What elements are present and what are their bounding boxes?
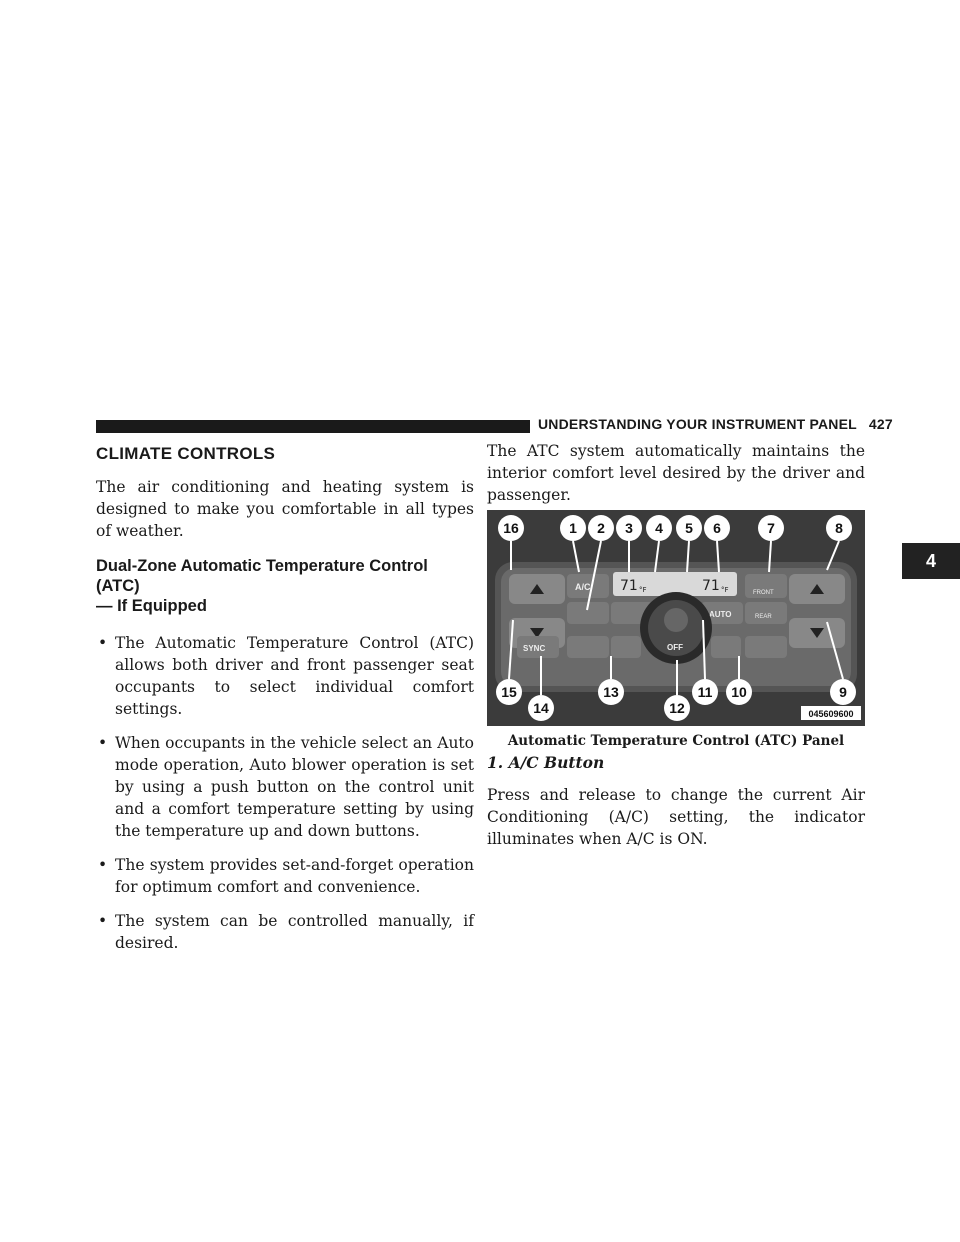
auto-button-label: AUTO: [709, 610, 732, 619]
item-heading: 1. A/C Button: [487, 753, 605, 772]
subsection-title: [96, 556, 474, 616]
header-rule: [96, 420, 530, 433]
item-description: Press and release to change the current Air Conditioning (A/C) setting, the indicator illuminates when A/C is ON.: [487, 786, 865, 848]
feature-list: [96, 632, 474, 954]
svg-text:6: 6: [713, 520, 721, 536]
right-temp-unit: °F: [721, 586, 729, 594]
list-item: • The system provides set-and-forget operation for optimum comfort and convenience.: [96, 854, 474, 898]
off-button-label: OFF: [667, 643, 683, 652]
left-column: [96, 440, 474, 966]
right-column: [487, 440, 865, 850]
image-code: 045609600: [808, 709, 854, 719]
subsection-title-line2: — If Equipped: [96, 597, 207, 615]
svg-text:3: 3: [625, 520, 633, 536]
list-item: • When occupants in the vehicle select an Auto mode operation, Auto blower operation is set by using a push button on the control unit and a comfort temperature setting by using the temperature up and down buttons.: [96, 732, 474, 842]
svg-text:12: 12: [669, 700, 685, 716]
svg-text:10: 10: [731, 684, 747, 700]
list-item: • The Automatic Temperature Control (ATC) allows both driver and front passenger seat occupants to select individual comfort settings.: [96, 632, 474, 720]
page-number: 427: [868, 416, 893, 432]
svg-text:8: 8: [835, 520, 843, 536]
svg-text:9: 9: [839, 684, 847, 700]
svg-text:15: 15: [501, 684, 517, 700]
figure-caption: Automatic Temperature Control (ATC) Panel: [507, 733, 845, 749]
intro-paragraph: The air conditioning and heating system is designed to make you comfortable in all types of weather.: [96, 478, 474, 540]
left-temp-unit: °F: [639, 586, 647, 594]
svg-text:5: 5: [685, 520, 693, 536]
svg-text:7: 7: [767, 520, 775, 536]
svg-text:14: 14: [533, 700, 549, 716]
atc-panel-illustration: [487, 510, 865, 726]
header-title: UNDERSTANDING YOUR INSTRUMENT PANEL: [538, 416, 857, 432]
atc-panel-figure: [487, 510, 865, 726]
list-item: • The system can be controlled manually, if desired.: [96, 910, 474, 954]
running-header: [538, 416, 893, 436]
svg-text:2: 2: [597, 520, 605, 536]
right-temp-readout: 71: [702, 578, 720, 594]
svg-text:11: 11: [697, 684, 713, 700]
svg-text:13: 13: [603, 684, 619, 700]
svg-text:1: 1: [569, 520, 577, 536]
sync-button-label: SYNC: [523, 644, 546, 653]
front-defrost-label: FRONT: [753, 590, 774, 596]
rear-defrost-label: REAR: [755, 614, 772, 620]
svg-text:16: 16: [503, 520, 519, 536]
ac-button-label: A/C: [575, 582, 591, 592]
subsection-title-line1: Dual-Zone Automatic Temperature Control (ATC): [96, 557, 428, 595]
chapter-tab: 4: [902, 543, 960, 579]
left-temp-readout: 71: [620, 578, 638, 594]
svg-text:4: 4: [655, 520, 663, 536]
section-title: CLIMATE CONTROLS: [96, 444, 276, 463]
atc-intro-paragraph: The ATC system automatically maintains the interior comfort level desired by the driver and passenger.: [487, 442, 865, 504]
